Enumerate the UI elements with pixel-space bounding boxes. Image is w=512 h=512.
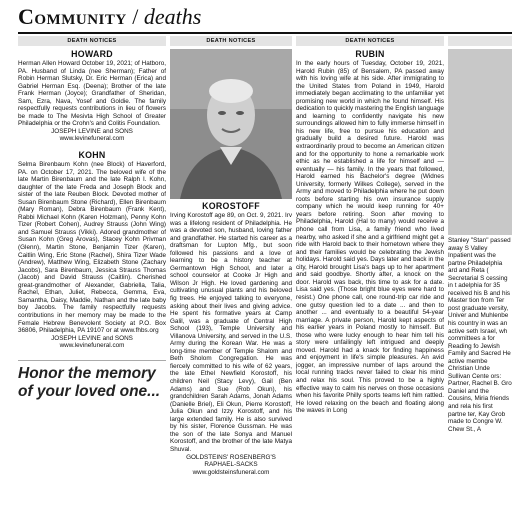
obituary-text-partial: Stanley "Stan" passed away S Valley Inpatient was the partne Philadelphia ard and Reta ( Secretarial S cessing in t adelphia for 35 received his B and his Master tion from Ter post graduate versity, Univer and Muhlenbe his country in was an active seth Israel, wh committees a for Reading fo Jewish Family and Sacred He active membe Christian Unde Sullivan Cente ors: Partner, Rachel B. Gro Daniel and the Cousins, Miria friends and rela his first partne ter, Kay Grob made to Congre W. Chew St., A: [448, 237, 512, 433]
funeral-home-howard: JOSEPH LEVINE and SONS: [51, 127, 133, 135]
honor-memory-ad: Honor the memory of your loved one...: [18, 360, 166, 401]
obituary-text-rubin: In the early hours of Tuesday, October 19, 2021, Harold Rubin (85) of Bensalem, PA passed away with his loving wife at his side. After immigrating to the United States from Poland in 1949, Harold immediately began acclimating to the unfamiliar yet promising new world in which he found himself. His dedication to quickly mastering the English language and learning to confidently navigate his new surroundings allowed him to fully immerse himself in his new life, free to pursue his education and gradually build a desired future. Harold was extraordinarily proud to become an American citizen and for the opportunity to hone a remarkable work ethic as he established a life for himself and — eventually — his family. In the years that followed, Harold earned his Bachelor's degree (Widnes University, formerly Wilkes College), served in the Army and moved to Philadelphia where he put down roots before starting his own insurance supply company which he would keep running for 40+ years before retiring. Soon after moving to Philadelphia, Harold (Hal to many) would receive a phone call from Lisa, a family friend who lived nearby, who asked if she and a girlfriend might get a ride with Harold back to their hometown where they and their families would be celebrating the Jewish holidays. Harold said yes. Days later and back in the city, Harold brought Lisa's bags up to her apartment and said goodbye. Shortly after, a knock on the door. Harold was back, this time to ask for a date. Lisa said yes. (Those bright blue eyes were hard to resist.) One phone call, one round-trip car ride and one gutsy question led to a date ... and then to another ... and eventually to a beautiful 54-year marriage. A private person, Harold kept aspects of his earlier years in Poland mostly to himself. But those who were lucky enough to hear him tell his story were unfailingly left intrigued and deeply moved. Harold had a knack for finding happiness and enjoyment in life's simple pleasures. An avid jogger, an impressive number of laps around the local running tracks never failed to clear his mind and relax his soul. This proved to be a highly effective way to calm his nerves on those occasions when his favorite Philly sports teams left him rattled. He loved relaxing on the beach and floating along the waves in Long: [296, 60, 444, 415]
obituary-name-kohn: KOHN: [78, 150, 106, 161]
obituary-name-howard: HOWARD: [71, 49, 113, 59]
column-3: [296, 36, 444, 512]
column-4: [448, 36, 512, 512]
funeral-home-kohn: JOSEPH LEVINE and SONS: [51, 334, 133, 342]
website-korostoff[interactable]: www.goldsteinsfuneral.com: [192, 468, 270, 476]
portrait-image: [170, 49, 292, 199]
section-subtitle: deaths: [143, 4, 202, 29]
obituary-name-rubin: RUBIN: [355, 49, 385, 59]
header-rule: [18, 32, 512, 34]
website-kohn[interactable]: www.levinefuneral.com: [59, 342, 125, 350]
obituary-text-howard: Herman Allen Howard October 19, 2021; of Hatboro, PA. Husband of Linda (nee Sherman); Father of Robin Herman Slutsky, Dr. Eric Herman (Erica) and Gabriel Herman Esq. (Deena); Brother of the late Frank Herman (Joyce); Grandfather of Sheridan, Sam, Ezra, Nava, Yosef and Goldie. The family respectfully requests contributions in lieu of flowers be made to The Mesivta High School of Greater Philadelphia or the Crohn's and Colitis Foundation.: [18, 60, 166, 128]
category-label: DEATH NOTICES: [170, 36, 292, 46]
portrait-photo: [170, 49, 292, 199]
funeral-home-korostoff: GOLDSTEINS' ROSENBERG'S RAPHAEL-SACKS: [186, 453, 276, 469]
header-separator: /: [126, 4, 144, 29]
website-howard[interactable]: www.levinefuneral.com: [59, 135, 125, 143]
section-header: [18, 4, 201, 30]
obituary-text-kohn: Selma Birenbaum Kohn (nee Block) of Haverford, PA. on October 17, 2021. The beloved wife of the late Martin Birenbaum and the late Ralph I. Kohn, daughter of the late Freda and Joseph Block and sister of the late Reuben Block. Devoted mother of Susan Birenbaum Stone (Richard), Ellen Birenbaum (Mary Roman), Debra Birenbaum (Frank Kent), Rabbi Michael Kohn (Karen Holzman), Penny Kohn Tizer (Robert Cohen), Audrey Strauss (John Wing) and Samuel Strauss (Vikki). Adored grandmother of Susan Kohn (Greg Arovas), Stacey Kohn Privman (Glenn), Martin Stone, Benjamin Tizer (Karen), Caitlin Wing, Eric Stone (Rachel), Shira Tizer Wade (Andrew), Matthew Wing, Elizabeth Stone (Zachary Jacobs), Sara Birenbaum, Jessica Strauss Thomas (Jacob) and David Strauss (Caitlin). Cherished great-grandmother of Alexander, Gabriella, Talia, Rachel, Ethan, Juliet, Rebecca, Gemma, Eva, Samantha, Daisy, Maddie, Nathan and the late baby boy Jacobs. The family respectfully requests contributions in her memory may be made to the Female Hebrew Benevolent Society at P.O. Box 36806, Philadelphia, PA 19107 or at www.fhbs.org: [18, 161, 166, 335]
category-label: [448, 36, 512, 46]
column-2: [170, 36, 292, 512]
category-label: DEATH NOTICES: [296, 36, 444, 46]
obituary-name-korostoff: KOROSTOFF: [202, 201, 260, 211]
portrait-photo-partial: [448, 49, 512, 235]
category-label: DEATH NOTICES: [18, 36, 166, 46]
column-1: [18, 36, 166, 512]
section-title: Community: [18, 4, 127, 29]
obituary-text-korostoff: Irving Korostoff age 89, on Oct. 9, 2021. Irv was a lifelong resident of Philadelphia. He was a devoted son, husband, loving father and grandfather. He started his career as a draftsman for Lupton Mfg., but soon followed his passions and a love of learning to be a history teacher at Germantown High School, and later a school counselor at Cooke Jr High and Wilson Jr High. He loved gardening and cultivating unusual plants and his beloved fig trees. He enjoyed talking to everyone, asking about their lives and giving advice. He spent his formative years at Camp Galil, was a graduate of Central High School (193), Temple University and Villanova University, and served in the U.S. Army during the Korean War. He was a long-time member of Temple Shalom and Beth Sholom Congregation. He was fiercely committed to his wife of 62 years, the late Ethel Newfield Korostoff, his children Neil (Stacy Levy), Gail (Ben Adams) and Sue (Rob Okun), his grandchildren Sarah Adams, Jonah Adams (Danielle Briel), Eli Okun, Pierre Korostoff, Julia Okun and Izzy Korostoff, and his large extended family. He is also survived by his sister, Florence Gussman. He was the son of the late Sonya and Manuel Korostoff, and the brother of the late Matya Shuval.: [170, 212, 292, 453]
